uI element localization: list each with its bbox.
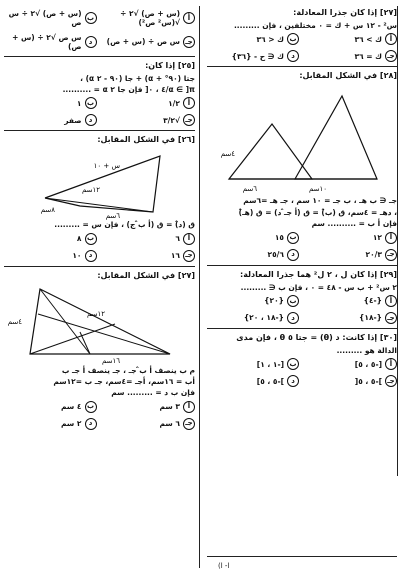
question-26 (4, 135, 195, 261)
option-b[interactable]: ب ك < ٣٦ (207, 33, 299, 45)
option-c[interactable]: جـ ١٦ (103, 250, 196, 262)
question-title: [٢٥] إذا كان: (145, 60, 195, 70)
divider (207, 265, 397, 266)
footer-mark: (ا- ا (218, 562, 230, 570)
question-30 (207, 333, 397, 387)
option-c[interactable]: جـ {-١٨} (305, 312, 397, 324)
fig-label: س + ١٠ (93, 162, 120, 171)
fig-label: ٤سم (7, 317, 22, 326)
option-a[interactable]: أ (س + ص) √٢ ÷ √(س² ص²) (103, 9, 196, 28)
option-b[interactable]: ب ١٥ (207, 232, 299, 244)
divider (4, 56, 195, 57)
divider (207, 66, 397, 67)
option-a[interactable]: أ ٣ سم (103, 401, 196, 413)
option-c[interactable]: جـ ]-٥ ، ٥[ (305, 375, 397, 387)
fig-label: ٦سم (105, 212, 120, 221)
question-text: ٢ س² + ب س - ٤٨ = ٠ ، فإن ب ∈ ......... (240, 282, 397, 292)
question-title: [٢٦] في الشكل المقابل: (97, 135, 195, 145)
question-text: α ∈ ]π/٤ ، ٠[ فإن جا ٢ α = .......... (62, 84, 195, 94)
option-a[interactable]: أ [-٥ ، ٥] (305, 358, 397, 370)
option-b[interactable]: ب ٨ (4, 233, 97, 245)
option-b[interactable]: ب ٤ سم (4, 401, 97, 413)
option-d[interactable]: د ك ∈ ح - {٣٦} (207, 50, 299, 62)
question-text: أب = ١٦سم، أجـ =٤سم، جـ ب =١٢سم (53, 377, 195, 386)
option-d[interactable]: د ٢ سم (4, 418, 97, 430)
option-c[interactable]: جـ ٢٠/٣ (305, 249, 397, 261)
option-b[interactable]: ب [-١ ، ١] (207, 358, 299, 370)
two-triangles-figure (217, 84, 387, 194)
question-25 (4, 61, 195, 127)
right-column (207, 6, 397, 568)
option-d[interactable]: د ١٠ (4, 250, 97, 262)
fig-label: ١٠سم (308, 185, 327, 194)
option-a[interactable]: أ ١٢ (305, 232, 397, 244)
question-title: [٣٠] إذا كانت: د (θ) = جتا ٥ θ ، فإن مدى (236, 332, 397, 342)
question-title: [٢٨] في الشكل المقابل: (299, 71, 397, 81)
question-title: [٢٩] إذا كان ل ، ٢ ل² هما جذرا المعادلة: (240, 269, 397, 279)
question-27b (207, 8, 397, 62)
question-27-figure (4, 271, 195, 430)
option-a[interactable]: أ {-٤} (305, 295, 397, 307)
question-text: فإن ب د = ......... سم (111, 388, 195, 398)
question-text: م ب ينصف أ ب̂ جـ ، جـ ينصف أ جـ ب (61, 365, 195, 375)
option-a[interactable]: أ ١/٢ (103, 97, 196, 109)
option-c[interactable]: جـ س ص ÷ (س + ص) (103, 33, 196, 52)
question-title: [٢٧] في الشكل المقابل: (97, 270, 195, 280)
option-b[interactable]: ب {٢٠} (207, 295, 299, 307)
question-text: ق (د̂) = ق (أ ب̂ ج) ، فإن س = ......... (54, 220, 195, 230)
question-text: الدالة هو ......... (336, 345, 397, 355)
option-a[interactable]: أ ك > ٣٦ (305, 33, 397, 45)
question-text: فإن أ ب = .......... سم (311, 219, 397, 229)
question-29 (207, 270, 397, 324)
divider (4, 130, 195, 131)
option-b[interactable]: ب (س + ص) √٢ ÷ س ص (4, 9, 97, 28)
left-column (4, 6, 200, 568)
option-c[interactable]: جـ ٦ سم (103, 418, 196, 430)
option-a[interactable]: أ ٦ (103, 233, 196, 245)
question-text: س² - ١٢ س + ك = ٠ مختلفين ، فإن ......... (233, 21, 397, 30)
fig-label: ٨سم (40, 206, 55, 215)
fig-label: ١٦سم (101, 356, 120, 365)
bottom-divider (207, 556, 397, 557)
question-title: [٢٧] إذا كان جذرا المعادلة: (293, 8, 397, 17)
question-text: جـ ∈ ب هـ ، ب جـ = ١٠ سم ، جـ هـ =٦سم (243, 196, 397, 206)
question-24-options (4, 9, 195, 52)
question-text: جتا (٩٠° + α) + جا (٩٠ - ٢ α) ، (80, 73, 195, 83)
option-d[interactable]: د صفر (4, 114, 97, 126)
option-c[interactable]: جـ √٣/٢ (103, 114, 196, 126)
fig-label: ١٢سم (86, 309, 105, 318)
option-d[interactable]: د ]-٥ ، ٥] (207, 375, 299, 387)
option-d[interactable]: د ٢٥/٦ (207, 249, 299, 261)
triangle-figure (7, 284, 180, 365)
quadrilateral-figure (25, 148, 175, 221)
option-b[interactable]: ب ١ (4, 97, 97, 109)
fig-label: ٦سم (242, 185, 257, 194)
option-d[interactable]: د {-١٨ ، ٢٠} (207, 312, 299, 324)
option-d[interactable]: د س ص √٢ ÷ (س + ص) (4, 33, 97, 52)
fig-label: ١٢سم (81, 186, 100, 195)
fig-label: ٤سم (220, 150, 235, 159)
divider (4, 266, 195, 267)
question-text: ، دهـ = ٤سم، ق (ب̂) = ق (أ جـ̂ د) = ق (هـ̂) (238, 207, 397, 217)
divider (207, 328, 397, 329)
option-c[interactable]: جـ ك = ٣٦ (305, 50, 397, 62)
right-margin-line (397, 6, 398, 476)
question-28 (207, 71, 397, 260)
